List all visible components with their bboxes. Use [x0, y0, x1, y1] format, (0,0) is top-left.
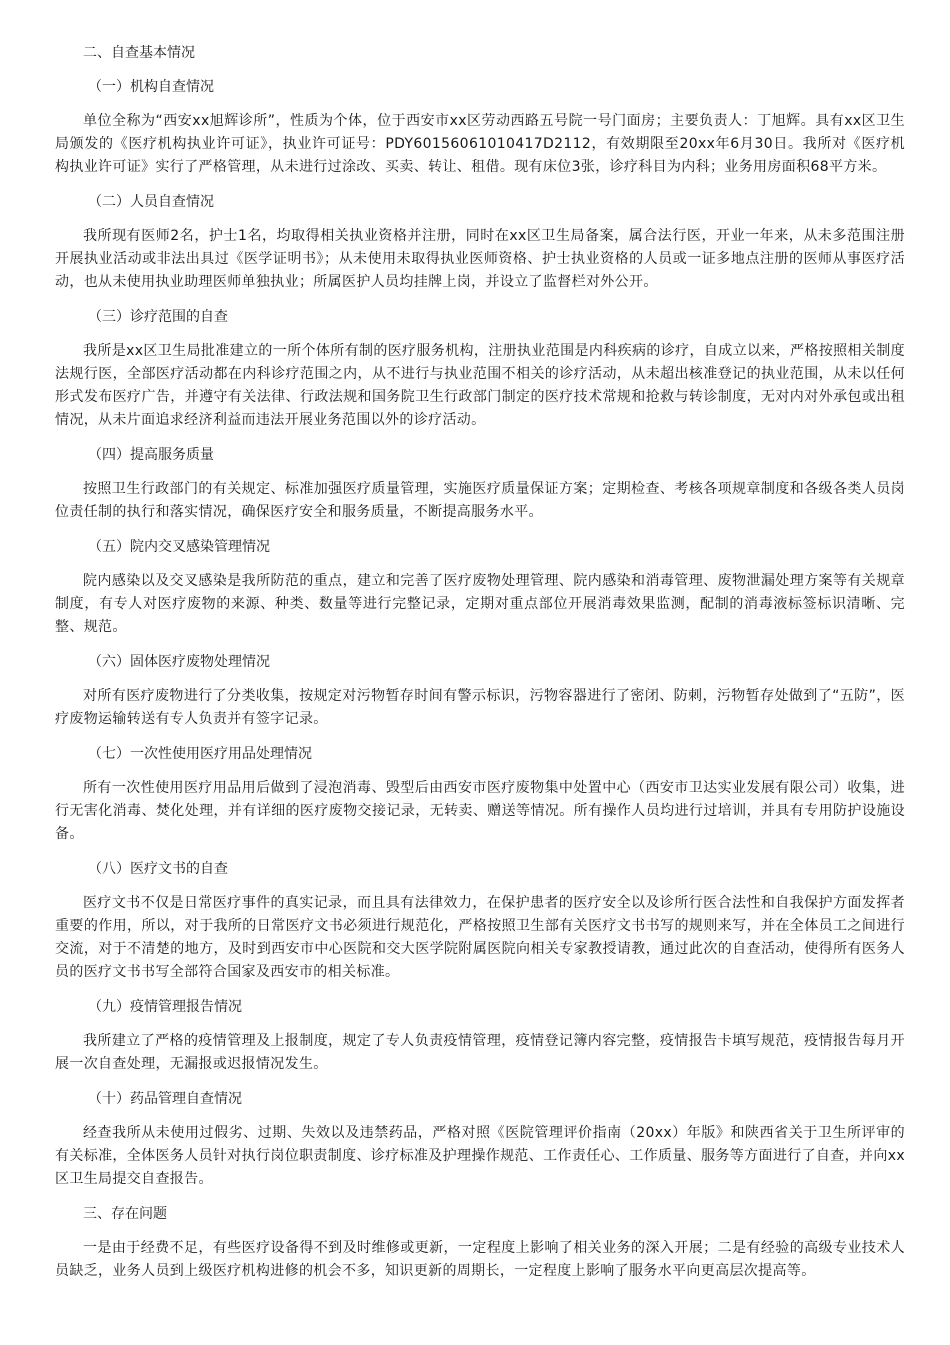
subheading-personnel: （二）人员自查情况	[88, 194, 214, 210]
document-page	[55, 42, 905, 1295]
subheading-service-quality: （四）提高服务质量	[88, 447, 214, 463]
paragraph-problems: 一是由于经费不足，有些医疗设备得不到及时维修或更新，一定程度上影响了相关业务的深入开展；二是有经验的高级专业技术人员缺乏，业务人员到上级医疗机构进修的机会不多，知识更新的周期长，一定程度上影响了服务水平向更高层次提高等。	[55, 1240, 905, 1279]
paragraph-personnel: 我所现有医师2名，护士1名，均取得相关执业资格并注册，同时在xx区卫生局备案，属合法行医，开业一年来，从未多范围注册开展执业活动或非法出具过《医学证明书》；从未使用未取得执业医师资格、护士执业资格的人员或一证多地点注册的医师从事医疗活动，也从未使用执业助理医师单独执业；所属医护人员均挂牌上岗，并设立了监督栏对外公开。	[55, 228, 905, 290]
paragraph-drugs: 经查我所从未使用过假劣、过期、失效以及违禁药品，严格对照《医院管理评价指南（20xx）年版》和陕西省关于卫生所评审的有关标准，全体医务人员针对执行岗位职责制度、诊疗标准及护理操作规范、工作责任心、工作质量、服务等方面进行了自查，并向xx区卫生局提交自查报告。	[55, 1125, 905, 1187]
paragraph-epidemic: 我所建立了严格的疫情管理及上报制度，规定了专人负责疫情管理，疫情登记簿内容完整，疫情报告卡填写规范，疫情报告每月开展一次自查处理，无漏报或迟报情况发生。	[55, 1033, 905, 1072]
paragraph-scope: 我所是xx区卫生局批准建立的一所个体所有制的医疗服务机构，注册执业范围是内科疾病的诊疗，自成立以来，严格按照相关制度法规行医，全部医疗活动都在内科诊疗范围之内，从不进行与执业范围不相关的诊疗活动，从未超出核准登记的执业范围，从未以任何形式发布医疗广告，并遵守有关法律、行政法规和国务院卫生行政部门制定的医疗技术常规和抢救与转诊制度，无对内对外承包或出租情况，从未片面追求经济利益而违法开展业务范围以外的诊疗活动。	[55, 343, 905, 428]
subheading-drugs: （十）药品管理自查情况	[88, 1091, 242, 1107]
paragraph-service-quality: 按照卫生行政部门的有关规定、标准加强医疗质量管理，实施医疗质量保证方案；定期检查、考核各项规章制度和各级各类人员岗位责任制的执行和落实情况，确保医疗安全和服务质量，不断提高服务水平。	[55, 481, 905, 520]
subheading-infection: （五）院内交叉感染管理情况	[88, 539, 270, 555]
paragraph-institution: 单位全称为“西安xx旭辉诊所”，性质为个体，位于西安市xx区劳动西路五号院一号门面房；主要负责人：丁旭辉。具有xx区卫生局颁发的《医疗机构执业许可证》，执业许可证号：PDY60156061010417D2112，有效期限至20xx年6月30日。我所对《医疗机构执业许可证》实行了严格管理，从未进行过涂改、买卖、转让、租借。现有床位3张，诊疗科目为内科；业务用房面积68平方米。	[55, 113, 905, 175]
subheading-epidemic: （九）疫情管理报告情况	[88, 999, 242, 1015]
subheading-solid-waste: （六）固体医疗废物处理情况	[88, 654, 270, 670]
section-heading-basic-situation: 二、自查基本情况	[83, 45, 195, 61]
paragraph-solid-waste: 对所有医疗废物进行了分类收集，按规定对污物暂存时间有警示标识，污物容器进行了密闭、防刺，污物暂存处做到了“五防”，医疗废物运输转送有专人负责并有签字记录。	[55, 688, 905, 727]
subheading-institution: （一）机构自查情况	[88, 79, 214, 95]
subheading-medical-records: （八）医疗文书的自查	[88, 861, 228, 877]
subheading-scope: （三）诊疗范围的自查	[88, 309, 228, 325]
section-heading-problems: 三、存在问题	[83, 1206, 167, 1222]
paragraph-disposables: 所有一次性使用医疗用品用后做到了浸泡消毒、毁型后由西安市医疗废物集中处置中心（西安市卫达实业发展有限公司）收集，进行无害化消毒、焚化处理，并有详细的医疗废物交接记录，无转卖、赠送等情况。所有操作人员均进行过培训，并具有专用防护设施设备。	[55, 780, 905, 842]
paragraph-infection: 院内感染以及交叉感染是我所防范的重点，建立和完善了医疗废物处理管理、院内感染和消毒管理、废物泄漏处理方案等有关规章制度，有专人对医疗废物的来源、种类、数量等进行完整记录，定期对重点部位开展消毒效果监测，配制的消毒液标签标识清晰、完整、规范。	[55, 573, 905, 635]
subheading-disposables: （七）一次性使用医疗用品处理情况	[88, 746, 312, 762]
paragraph-medical-records: 医疗文书不仅是日常医疗事件的真实记录，而且具有法律效力，在保护患者的医疗安全以及诊所行医合法性和自我保护方面发挥者重要的作用，所以，对于我所的日常医疗文书必须进行规范化，严格按照卫生部有关医疗文书书写的规则来写，并在全体员工之间进行交流，对于不清楚的地方，及时到西安市中心医院和交大医学院附属医院向相关专家教授请教，通过此次的自查活动，使得所有医务人员的医疗文书书写全部符合国家及西安市的相关标准。	[55, 895, 905, 980]
